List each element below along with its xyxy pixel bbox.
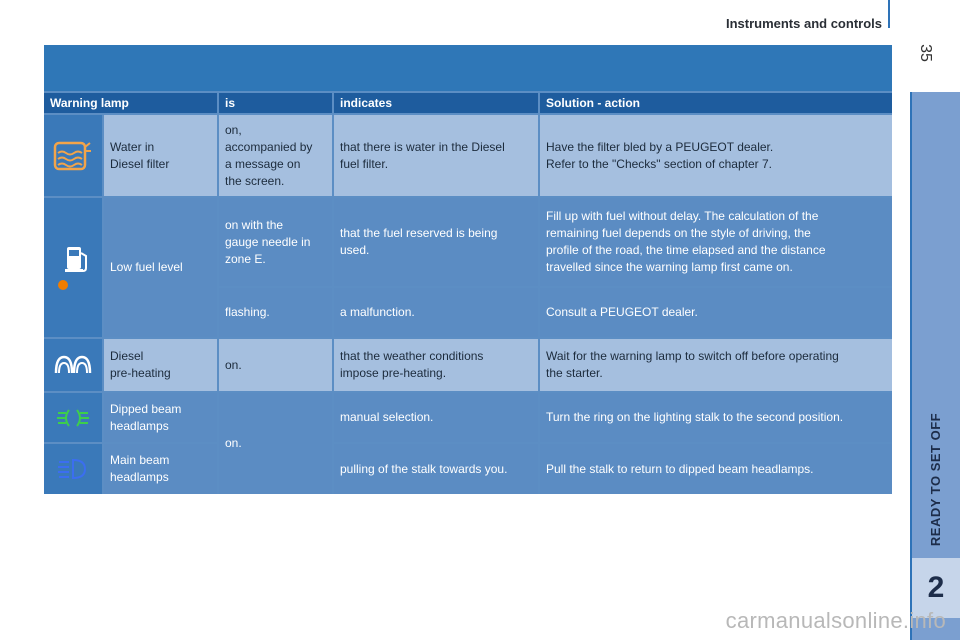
lamp-indication: that there is water in the Diesel fuel filter. xyxy=(334,115,538,196)
lamp-icon-cell xyxy=(44,198,102,337)
column-header-indicates: indicates xyxy=(334,93,538,113)
dipped-beam-icon xyxy=(53,406,93,430)
lamp-solution: Fill up with fuel without delay. The calculation of the remaining fuel depends on the style of driving, the profile of the road, the time elapsed and the distance travelled since the warning lamp first came on. xyxy=(540,198,892,286)
lamp-name: Diesel pre-heating xyxy=(104,339,217,391)
lamp-icon-cell xyxy=(44,444,102,494)
page-number: 35 xyxy=(917,44,934,62)
lamp-name: Low fuel level xyxy=(104,198,217,337)
column-header-warning-lamp: Warning lamp xyxy=(44,93,217,113)
lamp-name: Main beam headlamps xyxy=(104,444,217,494)
glow-plug-icon xyxy=(53,353,93,377)
chapter-title: READY TO SET OFF xyxy=(928,412,944,547)
lamp-name: Water in Diesel filter xyxy=(104,115,217,196)
lamp-solution: Consult a PEUGEOT dealer. xyxy=(540,288,892,337)
lamp-state: on with the gauge needle in zone E. xyxy=(219,198,332,286)
page-header-title: Instruments and controls xyxy=(725,16,882,31)
lamp-icon-cell xyxy=(44,115,102,196)
fuel-pump-icon xyxy=(53,243,93,293)
lamp-indication: manual selection. xyxy=(334,393,538,442)
lamp-state: on. xyxy=(219,339,332,391)
main-beam-icon xyxy=(53,457,93,481)
lamp-icon-cell xyxy=(44,393,102,442)
table-banner xyxy=(44,45,892,91)
column-header-is: is xyxy=(219,93,332,113)
lamp-indication: pulling of the stalk towards you. xyxy=(334,444,538,494)
lamp-solution: Have the filter bled by a PEUGEOT dealer. Refer to the "Checks" section of chapter 7. xyxy=(540,115,892,196)
watermark: carmanualsonline.info xyxy=(725,608,946,633)
lamp-name: Dipped beam headlamps xyxy=(104,393,217,442)
column-header-solution: Solution - action xyxy=(540,93,892,113)
warning-lamp-table xyxy=(44,45,892,494)
lamp-solution: Pull the stalk to return to dipped beam headlamps. xyxy=(540,444,892,494)
chapter-number: 2 xyxy=(912,558,960,618)
lamp-solution: Turn the ring on the lighting stalk to the second position. xyxy=(540,393,892,442)
water-in-fuel-icon xyxy=(53,141,93,171)
lamp-icon-cell xyxy=(44,339,102,391)
lamp-state: on, accompanied by a message on the screen. xyxy=(219,115,332,196)
lamp-state: on. xyxy=(219,393,332,494)
lamp-indication: that the fuel reserved is being used. xyxy=(334,198,538,286)
lamp-state: flashing. xyxy=(219,288,332,337)
lamp-indication: a malfunction. xyxy=(334,288,538,337)
lamp-indication: that the weather conditions impose pre-heating. xyxy=(334,339,538,391)
lamp-solution: Wait for the warning lamp to switch off before operating the starter. xyxy=(540,339,892,391)
header-rule xyxy=(888,0,890,28)
